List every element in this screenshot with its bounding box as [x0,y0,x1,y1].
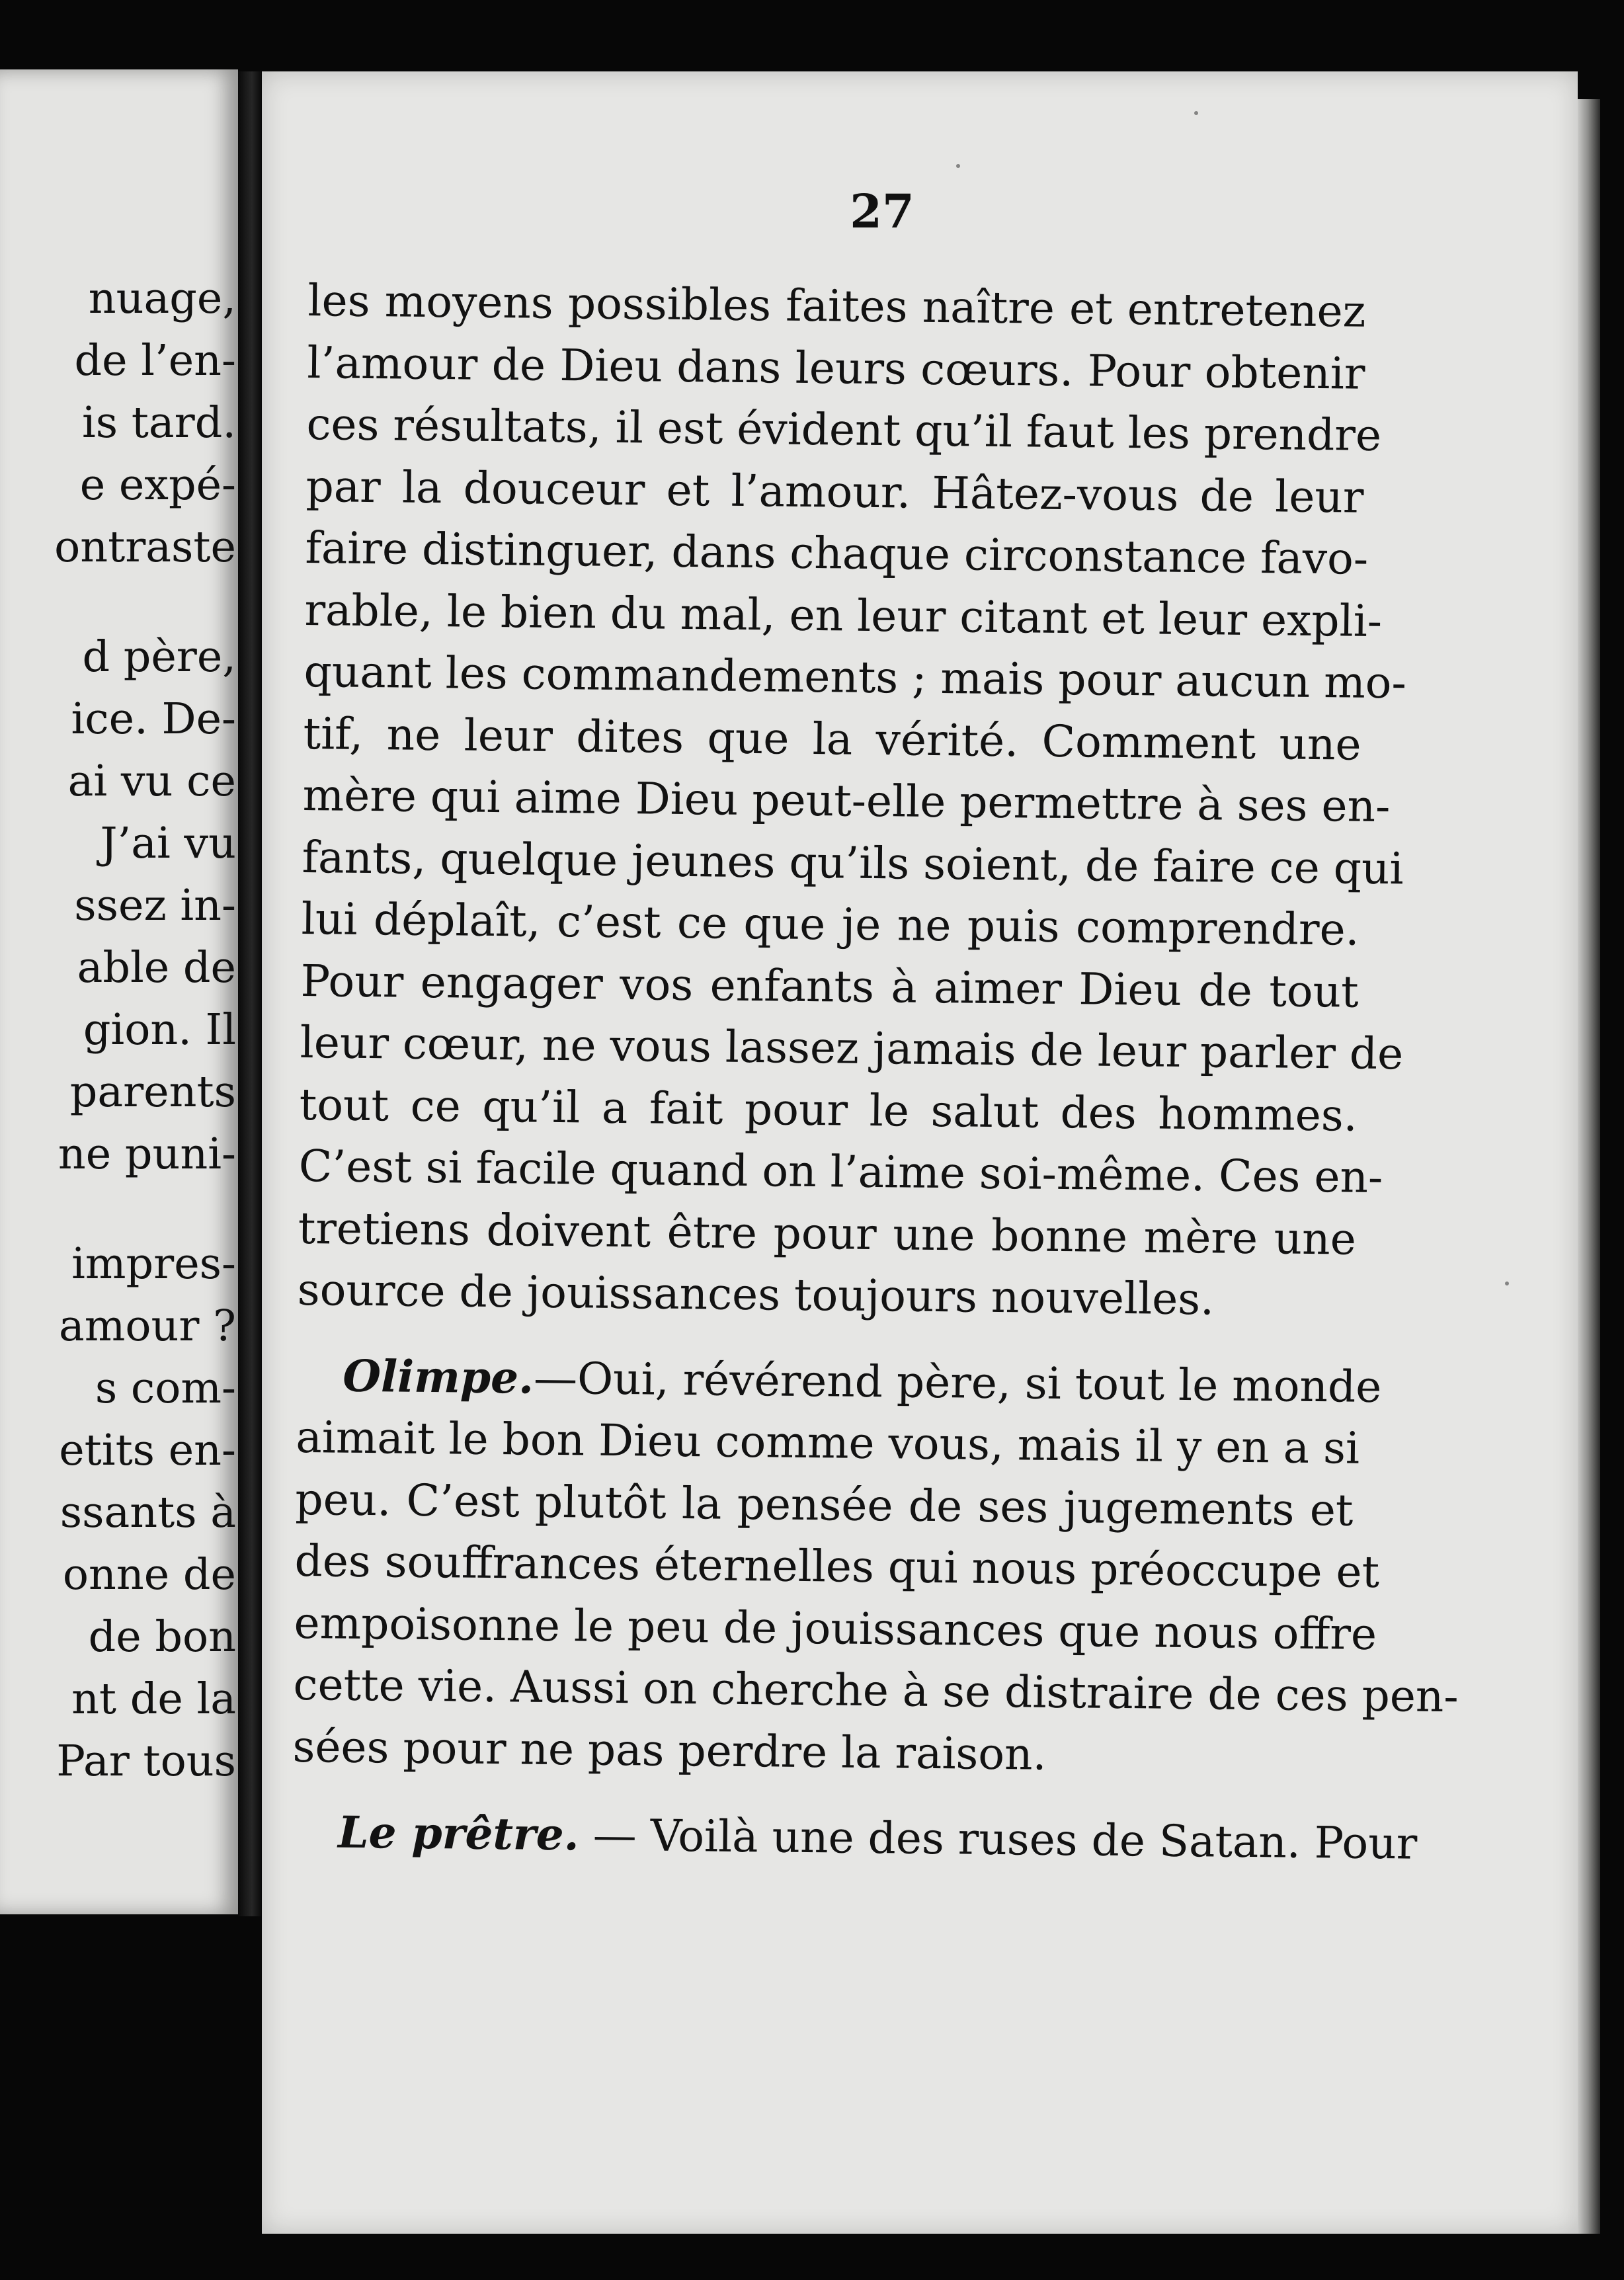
text-line: les moyens possibles faites naître et entretenez [307,274,1366,337]
left-line: able de [77,943,236,993]
left-line: parents [69,1067,236,1117]
dialogue-line-olimpe [296,1344,1382,1417]
text-line: par la douceur et l’amour. Hâtez-vous de leur [305,460,1364,523]
left-line: ne puni- [58,1129,236,1179]
left-line: is tard. [81,398,236,448]
text-line: ces résultats, il est évident qu’il faut les prendre [306,398,1382,462]
left-line: ice. De- [71,694,236,744]
left-line: de bon [88,1612,236,1662]
left-line: d père, [82,632,236,682]
text-line: C’est si facile quand on l’aime soi-même. Ces en- [298,1140,1383,1203]
text-line: cette vie. Aussi on cherche à se distraire de ces pen- [293,1658,1459,1723]
text-line: aimait le bon Dieu comme vous, mais il y en a si [296,1411,1360,1474]
text-line: Pour engager vos enfants à aimer Dieu de tout [300,955,1360,1018]
text-line: tif, ne leur dites que la vérité. Comment une [303,708,1361,770]
left-line: nt de la [71,1674,236,1724]
dialogue-text: — Voilà une des ruses de Satan. Pour [579,1809,1418,1869]
left-paragraph-gap [54,579,236,626]
text-line: rable, le bien du mal, en leur citant et leur expli- [304,584,1383,647]
speaker-pretre: Le prêtre. [337,1806,580,1861]
text-line: tretiens doivent être pour une bonne mère une [298,1202,1357,1265]
dialogue-text: —Oui, révérend père, si tout le monde [533,1352,1382,1412]
left-line: J’ai vu [100,819,236,868]
book-gutter [238,71,261,1916]
left-line: amour ? [59,1301,236,1351]
left-line: ai vu ce [67,756,236,806]
text-line: quant les commandements ; mais pour aucun mo- [304,645,1407,709]
text-line: leur cœur, ne vous lassez jamais de leur parler de [300,1016,1404,1080]
main-page [262,71,1578,2234]
page-body-text [292,270,1459,1874]
text-line: empoisonne le peu de jouissances que nous offre [294,1597,1377,1660]
text-line: mère qui aime Dieu peut-elle permettre à ses en- [302,769,1391,833]
left-line: etits en- [59,1426,236,1475]
text-line: des souffrances éternelles qui nous préoccupe et [294,1535,1380,1598]
left-line: onne de [62,1550,236,1600]
left-line: nuage, [88,274,236,323]
left-page-text [54,268,236,1793]
left-line: impres- [71,1239,236,1289]
text-line: faire distinguer, dans chaque circonstance favo- [305,522,1369,585]
scan-speck [956,164,960,168]
page-stack-edge [1578,99,1600,2234]
speaker-olimpe: Olimpe. [343,1350,534,1404]
page-number: 27 [850,184,914,239]
left-line: ontraste [54,522,236,572]
left-paragraph-gap [54,1186,236,1233]
left-line: ssants à [60,1488,236,1537]
text-line: lui déplaît, c’est ce que je ne puis comprendre. [301,893,1360,956]
text-line: tout ce qu’il a fait pour le salut des hommes. [299,1079,1358,1141]
text-line: fants, quelque jeunes qu’ils soient, de faire ce qui [302,831,1404,894]
scan-speck [1194,111,1198,115]
dialogue-line-pretre [292,1801,1418,1874]
text-line: peu. C’est plutôt la pensée de ses jugements et [295,1473,1354,1536]
left-line: de l’en- [74,336,236,386]
scan-speck [1505,1282,1509,1285]
left-line: ssez in- [74,881,236,930]
left-line: s com- [95,1364,236,1413]
text-line: source de jouissances toujours nouvelles. [297,1264,1215,1325]
left-line: Par tous [56,1736,236,1786]
left-line: e expé- [79,460,236,510]
left-page-fragment [0,69,238,1914]
text-line: sées pour ne pas perdre la raison. [292,1721,1047,1780]
text-line: l’amour de Dieu dans leurs cœurs. Pour obtenir [307,337,1365,399]
left-line: gion. Il [83,1005,236,1055]
